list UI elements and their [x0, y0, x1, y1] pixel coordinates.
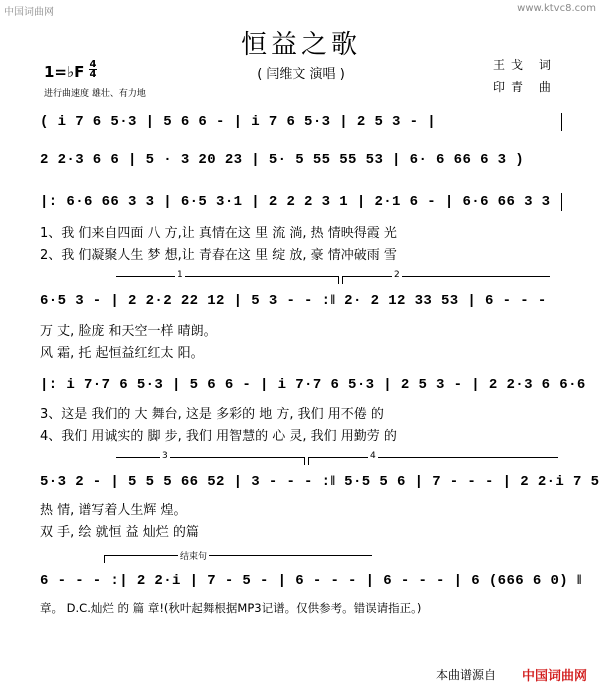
- score-row-6: 5·3 2 - | 5 5 5 66 52 | 3 - - - :‖ 5·5 5 6 | 7 - - - | 2 2·i 7 5: [40, 474, 600, 490]
- footer-source-text: 本曲谱源自: [436, 668, 497, 682]
- time-signature: [89, 60, 97, 79]
- score-row-5: |: i 7·7 6 5·3 | 5 6 6 - | i 7·7 6 5·3 | 2 5 3 - | 2 2·3 6 6·6: [40, 377, 586, 393]
- lyricist-credit: 王戈 词: [493, 58, 557, 72]
- tempo-marking: 进行曲速度 雄壮、有力地: [44, 89, 146, 99]
- volta-label-4: 4: [370, 451, 376, 461]
- lyrics-row-5-verse-2: 4、我们 用诚实的 脚 步, 我们 用智慧的 心 灵, 我们 用勤劳 的: [40, 429, 397, 444]
- score-row-3: |: 6·6 66 3 3 | 6·5 3·1 | 2 2 2 3 1 | 2·1 6 - | 6·6 66 3 3: [40, 194, 551, 210]
- barline: [561, 113, 562, 131]
- lyrics-row-3-verse-2: 2、我 们凝聚人生 梦 想,让 青春在这 里 绽 放, 豪 情冲破雨 雪: [40, 248, 397, 263]
- watermark-right: www.ktvc8.com: [517, 3, 596, 14]
- score-row-2: 2 2·3 6 6 | 5 · 3 20 23 | 5· 5 55 55 53 | 6· 6 66 6 3 ): [40, 152, 525, 168]
- lyrics-row-5-verse-1: 3、这是 我们的 大 舞台, 这是 多彩的 地 方, 我们 用不倦 的: [40, 407, 384, 422]
- volta-label-3: 3: [162, 451, 168, 461]
- coda-label: 结束句: [178, 549, 209, 562]
- footer-brand[interactable]: 中国词曲网: [522, 669, 588, 684]
- volta-bracket-2: [342, 276, 550, 277]
- lyrics-row-7: 章。 D.C.灿烂 的 篇 章!(秋叶起舞根据MP3记谱。仅供参考。错误请指正。): [40, 601, 422, 615]
- score-row-7: 6 - - - :| 2 2·i | 7 - 5 - | 6 - - - | 6 - - - | 6 (666 6 0) ‖: [40, 573, 582, 589]
- composer-credit: 印青 曲: [493, 80, 557, 94]
- volta-bracket-4: [308, 457, 558, 458]
- lyrics-row-6-verse-1: 热 情, 谱写着人生辉 煌。: [40, 503, 187, 518]
- lyrics-row-6-verse-2: 双 手, 绘 就恒 益 灿烂 的篇: [40, 525, 199, 540]
- song-title: 恒益之歌: [240, 30, 361, 60]
- meter-bottom: 4: [89, 69, 97, 80]
- coda-bracket: [104, 555, 372, 556]
- score-row-4: 6·5 3 - | 2 2·2 22 12 | 5 3 - - :‖ 2· 2 12 33 53 | 6 - - -: [40, 293, 547, 309]
- volta-bracket-4-start: [308, 457, 309, 465]
- volta-bracket-1: [116, 276, 338, 277]
- coda-bracket-start: [104, 555, 105, 563]
- song-subtitle: ( 闫维文 演唱 ): [257, 67, 345, 82]
- barline: [561, 193, 562, 211]
- lyrics-row-4-verse-1: 万 丈, 脸庞 和天空一样 晴朗。: [40, 324, 217, 339]
- volta-bracket-3-end: [304, 457, 305, 465]
- volta-label-1: 1: [177, 270, 183, 280]
- key-signature: 1=♭F: [44, 63, 85, 81]
- watermark-left: 中国词曲网: [4, 7, 54, 18]
- lyrics-row-4-verse-2: 风 霜, 托 起恒益红红太 阳。: [40, 346, 204, 361]
- meter-top: 4: [89, 59, 97, 70]
- volta-bracket-3: [116, 457, 304, 458]
- volta-label-2: 2: [394, 270, 400, 280]
- score-row-1: ( i 7 6 5·3 | 5 6 6 - | i 7 6 5·3 | 2 5 3 - |: [40, 114, 437, 130]
- volta-bracket-1-end: [338, 276, 339, 284]
- lyrics-row-3-verse-1: 1、我 们来自四面 八 方,让 真情在这 里 流 淌, 热 情映得霞 光: [40, 226, 397, 241]
- volta-bracket-2-start: [342, 276, 343, 284]
